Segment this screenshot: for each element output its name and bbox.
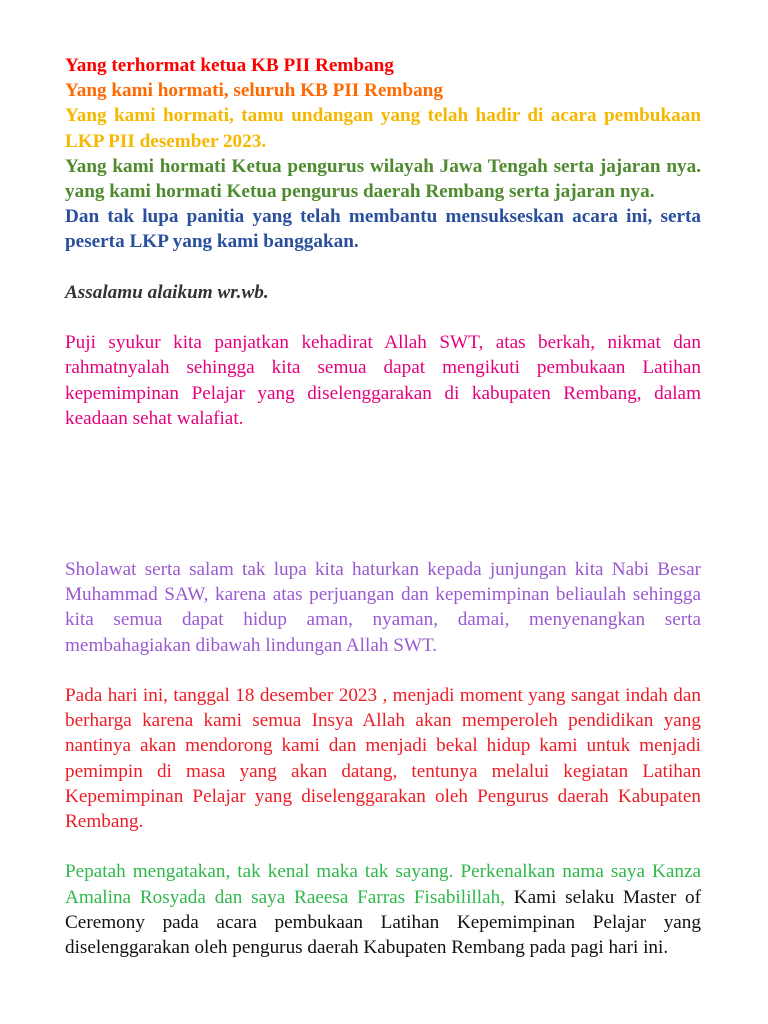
paragraph-sholawat: Sholawat serta salam tak lupa kita haturkan kepada junjungan kita Nabi Besar Muhammad SAW, karena atas perjuangan dan kepemimpinan beliaulah sehingga kita semua dapat hidup aman, nyaman, damai, menyenangkan serta membahagiakan dibawah lindungan Allah SWT. bbox=[65, 559, 701, 656]
paragraph-hari-ini: Pada hari ini, tanggal 18 desember 2023 , menjadi moment yang sangat indah dan berharga karena kami semua Insya Allah akan memperoleh pendidikan yang nantinya akan mendorong kami dan menjadi bekal hidup kami untuk menjadi pemimpin di masa yang akan datang, tentunya melalui kegiatan Latihan Kepemimpinan Pelajar yang diselenggarakan oleh Pengurus daerah Kabupaten Rembang. bbox=[65, 685, 701, 833]
spacer bbox=[65, 834, 701, 859]
greeting-ketua: Yang terhormat ketua KB PII Rembang bbox=[65, 55, 394, 76]
salam-opening: Assalamu alaikum wr.wb. bbox=[65, 281, 269, 303]
greeting-tamu: Yang kami hormati, tamu undangan yang telah hadir di acara pembukaan LKP PII desember 2023. bbox=[65, 105, 701, 152]
pepatah-mc-role: Kami selaku Master of Ceremony pada acara pembukaan Latihan Kepemimpinan Pelajar yang diselenggarakan oleh pengurus daerah Kabupaten Rembang pada pagi hari ini. bbox=[65, 886, 701, 959]
blank-space bbox=[65, 431, 701, 557]
paragraph-puji-syukur: Puji syukur kita panjatkan kehadirat Allah SWT, atas berkah, nikmat dan rahmatnyalah sehingga kita semua dapat mengikuti pembukaan Latihan kepemimpinan Pelajar yang diselenggarakan di kabupaten Rembang, dalam keadaan sehat walafiat. bbox=[65, 332, 701, 429]
greeting-pengurus: Yang kami hormati Ketua pengurus wilayah Jawa Tengah serta jajaran nya. yang kami hormati Ketua pengurus daerah Rembang serta jajaran nya. bbox=[65, 155, 701, 203]
spacer bbox=[65, 305, 701, 330]
paragraph-pepatah bbox=[65, 859, 701, 960]
greeting-kb-pii: Yang kami hormati, seluruh KB PII Rembang bbox=[65, 80, 443, 102]
spacer bbox=[65, 658, 701, 683]
greeting-panitia: Dan tak lupa panitia yang telah membantu mensukseskan acara ini, serta peserta LKP yang kami banggakan. bbox=[65, 206, 701, 253]
document-body bbox=[65, 53, 701, 960]
spacer bbox=[65, 255, 701, 280]
pepatah-introduction: Pepatah mengatakan, tak kenal maka tak sayang. Perkenalkan nama saya Kanza Amalina Rosyada dan saya Raeesa Farras Fisabilillah, bbox=[65, 861, 701, 908]
